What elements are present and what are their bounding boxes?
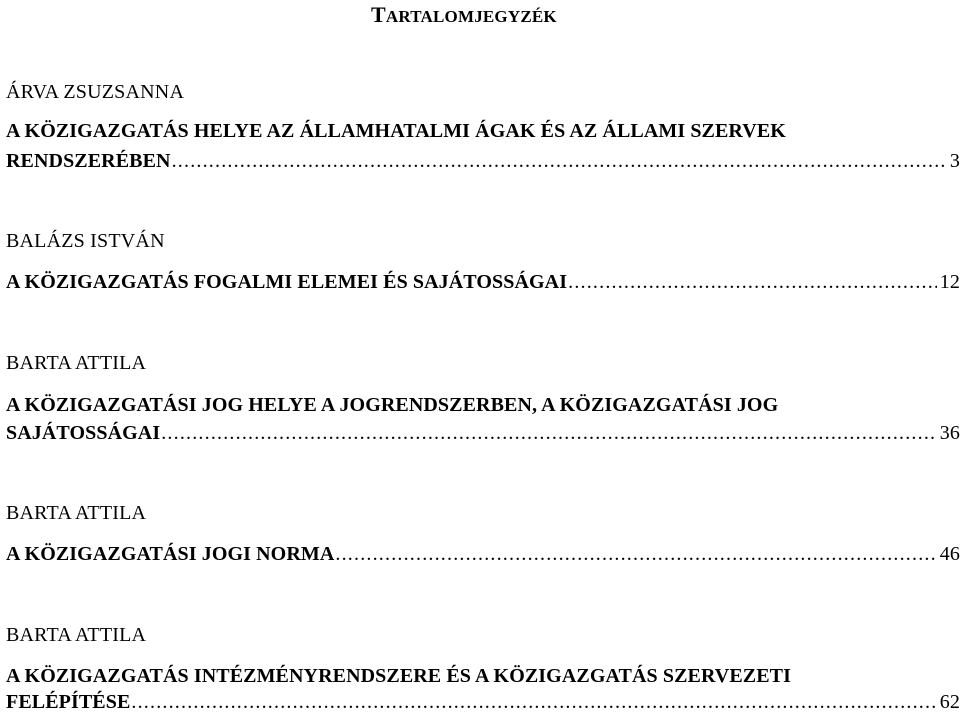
toc-heading-rest: ARTALOMJEGYZÉK — [385, 7, 557, 26]
entry-page-number: 36 — [939, 422, 960, 444]
entry-author: BALÁZS ISTVÁN — [6, 230, 165, 252]
entry-title-line: A KÖZIGAZGATÁSI JOG HELYE A JOGRENDSZERBEN, A KÖZIGAZGATÁSI JOG — [6, 394, 779, 416]
toc-heading-initial: T — [371, 2, 386, 27]
toc-entry-link[interactable] — [6, 271, 960, 294]
entry-title-line: A KÖZIGAZGATÁS HELYE AZ ÁLLAMHATALMI ÁGAK ÉS AZ ÁLLAMI SZERVEK — [6, 120, 786, 142]
entry-author: BARTA ATTILA — [6, 352, 147, 374]
entry-title-last-line: FELÉPÍTÉSE — [6, 691, 131, 713]
toc-entry-link[interactable] — [6, 150, 960, 173]
entry-page-number: 62 — [939, 691, 960, 713]
entry-page-number: 3 — [949, 150, 960, 172]
entry-title-line: A KÖZIGAZGATÁS INTÉZMÉNYRENDSZERE ÉS A KÖZIGAZGATÁS SZERVEZETI — [6, 665, 791, 687]
dot-leader — [172, 150, 947, 173]
entry-title-last-line: A KÖZIGAZGATÁSI JOGI NORMA — [6, 543, 335, 565]
dot-leader — [335, 543, 936, 566]
entry-page-number: 12 — [939, 271, 960, 293]
toc-heading — [371, 2, 557, 28]
dot-leader — [161, 422, 937, 445]
toc-entry-link[interactable] — [6, 691, 960, 714]
entry-title-last-line: RENDSZERÉBEN — [6, 150, 171, 172]
toc-entry-link[interactable] — [6, 543, 960, 566]
entry-author: ÁRVA ZSUZSANNA — [6, 81, 185, 103]
dot-leader — [568, 271, 937, 294]
entry-page-number: 46 — [939, 543, 960, 565]
entry-title-last-line: A KÖZIGAZGATÁS FOGALMI ELEMEI ÉS SAJÁTOSSÁGAI — [6, 271, 568, 293]
toc-entry-link[interactable] — [6, 422, 960, 445]
entry-author: BARTA ATTILA — [6, 624, 147, 646]
entry-author: BARTA ATTILA — [6, 502, 147, 524]
dot-leader — [131, 691, 936, 714]
entry-title-last-line: SAJÁTOSSÁGAI — [6, 422, 161, 444]
